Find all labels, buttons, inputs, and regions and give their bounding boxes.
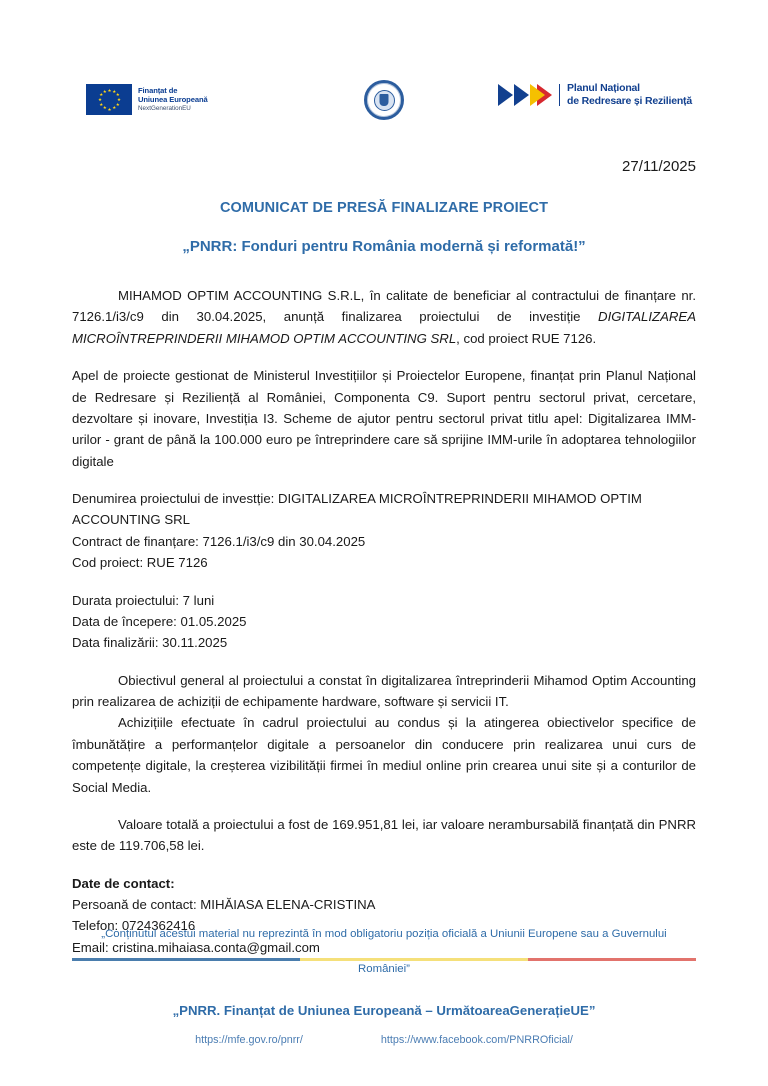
eu-star-icon: ★ [102,105,107,111]
eu-star-icon: ★ [102,88,107,94]
arrow-blue-icon [514,84,529,106]
contact-email: Email: cristina.mihaiasa.conta@gmail.com [72,939,320,955]
project-name-line: Denumirea proiectului de investție: DIGITALIZAREA MICROÎNTREPRINDERII MIHAMOD OPTIM ACCOUNTING SRL [72,491,642,528]
footer-tagline: „PNRR. Finanțat de Uniunea Europeană – UrmătoareaGenerațieUE” [172,1003,596,1019]
project-schedule-block [72,590,696,654]
end-date-line: Data finalizării: 30.11.2025 [72,635,228,651]
paragraph-call-description: Apel de proiecte gestionat de Ministerul Investițiilor și Proiectelor Europene, finanțat prin Planul Național de Redresare și Reziliență al României, Componenta C9. Suport pentru sectorul privat, cercetare, dezvoltare și inovare, Investiția I3. Scheme de ajutor pentru sectorul privat titlu apel: Digitalizarea IMM-urilor - grant de până la 100.000 euro pe întreprindere care să sprijine IMM-urile în adoptarea tehnologiilor digitale [72,368,696,469]
document-body [72,285,696,958]
seal-icon [364,80,404,120]
spacer [72,349,696,365]
project-details-block [72,488,696,574]
pnrr-logo-line2: de Redresare și Reziliență [567,95,692,108]
intro-project-title: DIGITALIZAREA MICROÎNTREPRINDERII MIHAMOD OPTIM ACCOUNTING SRL [72,309,696,346]
document-date: 27/11/2025 [622,158,696,175]
tricolor-divider [72,958,696,961]
eu-logo-line2: Uniunea Europeană [138,94,208,104]
paragraph-intro [72,285,696,349]
spacer [72,472,696,488]
contact-phone: Telefon: 0724362416 [72,918,196,934]
arrow-blue-stars-icon [498,84,513,106]
government-seal-logo [364,80,404,120]
eu-star-icon: ★ [112,105,117,111]
paragraph-project-value: Valoare totală a proiectului a fost de 169.951,81 lei, iar valoare nerambursabilă finanțată din PNRR este de 119.706,58 lei. [72,816,696,854]
eu-flag-icon [86,84,132,115]
start-date-line: Data de începere: 01.05.2025 [72,613,247,629]
contract-line: Contract de finanțare: 7126.1/i3/c9 din 30.04.2025 [72,533,366,549]
eu-star-icon: ★ [107,87,112,93]
intro-text-a: MIHAMOD OPTIM ACCOUNTING S.R.L, în calitate de beneficiar al contractului de finanțare nr. 7126.1/i3/c9 din 30.04.2025, anunță finalizarea proiectului de investiție [72,288,696,325]
eu-star-icon: ★ [115,101,120,107]
eu-star-icon: ★ [115,92,120,98]
eu-star-icon: ★ [112,88,117,94]
paragraph-objective-general: Obiectivul general al proiectului a constat în digitalizarea întreprinderii Mihamod Optim Accounting prin realizarea de achiziții de echipamente hardware, software și servicii IT. [72,672,696,709]
paragraph-objective-specific: Achizițiile efectuate în cadrul proiectului au condus și la atingerea obiectivelor specifice de îmbunătățire a performanțelor digitale a persoanelor din conducere prin realizarea unui curs de competențe digitale, la creșterea vizibilității firmei în mediul online prin crearea unui site și a conturilor de Social Media. [72,715,696,795]
pnrr-arrows-icon [498,84,552,106]
pnrr-logo [498,82,692,108]
spacer [72,798,696,814]
spacer [72,654,696,670]
pnrr-logo-text [567,82,692,108]
contact-heading: Date de contact: [72,875,175,891]
intro-text-b: , cod proiect RUE 7126. [456,330,597,346]
eu-logo-text [138,87,208,112]
arrow-yellow-icon [530,84,545,106]
disclaimer-line-1: „Conținutul acestui material nu reprezintă în mod obligatoriu poziția oficială a Uniunii Europene sau a Guvernului [101,928,667,940]
footer-link-mfe[interactable]: https://mfe.gov.ro/pnrr/ [195,1034,303,1047]
eu-star-icon: ★ [117,97,122,102]
spacer [72,574,696,590]
spacer [72,857,696,873]
duration-line: Durata proiectului: 7 luni [72,592,215,608]
contact-person: Persoană de contact: MIHĂIASA ELENA-CRISTINA [72,897,376,912]
page-subtitle: „PNRR: Fonduri pentru România modernă și reformată!” [182,238,586,255]
project-code-line: Cod proiect: RUE 7126 [72,555,208,571]
tricolor-yellow [300,958,528,961]
seal-crest-icon [380,94,389,106]
footer-links [72,1034,696,1046]
pnrr-divider [559,84,561,106]
eu-star-icon: ★ [99,92,104,98]
eu-star-icon: ★ [99,101,104,107]
footer-link-facebook[interactable]: https://www.facebook.com/PNRROficial/ [380,1034,573,1047]
eu-logo-line3: NextGenerationEU [138,104,191,112]
page-title: COMUNICAT DE PRESĂ FINALIZARE PROIECT [219,200,549,216]
logo-bar [72,78,696,126]
pnrr-logo-line1: Planul Național [567,82,640,94]
tricolor-blue [72,958,300,961]
document-footer [72,928,696,1046]
eu-star-icon: ★ [107,106,112,112]
title-block [72,200,696,255]
disclaimer-line-2: României” [358,963,410,976]
eu-star-icon: ★ [98,97,103,102]
eu-logo-line1: Finanțat de [138,85,178,95]
eu-funding-logo [86,84,208,115]
tricolor-red [528,958,697,961]
